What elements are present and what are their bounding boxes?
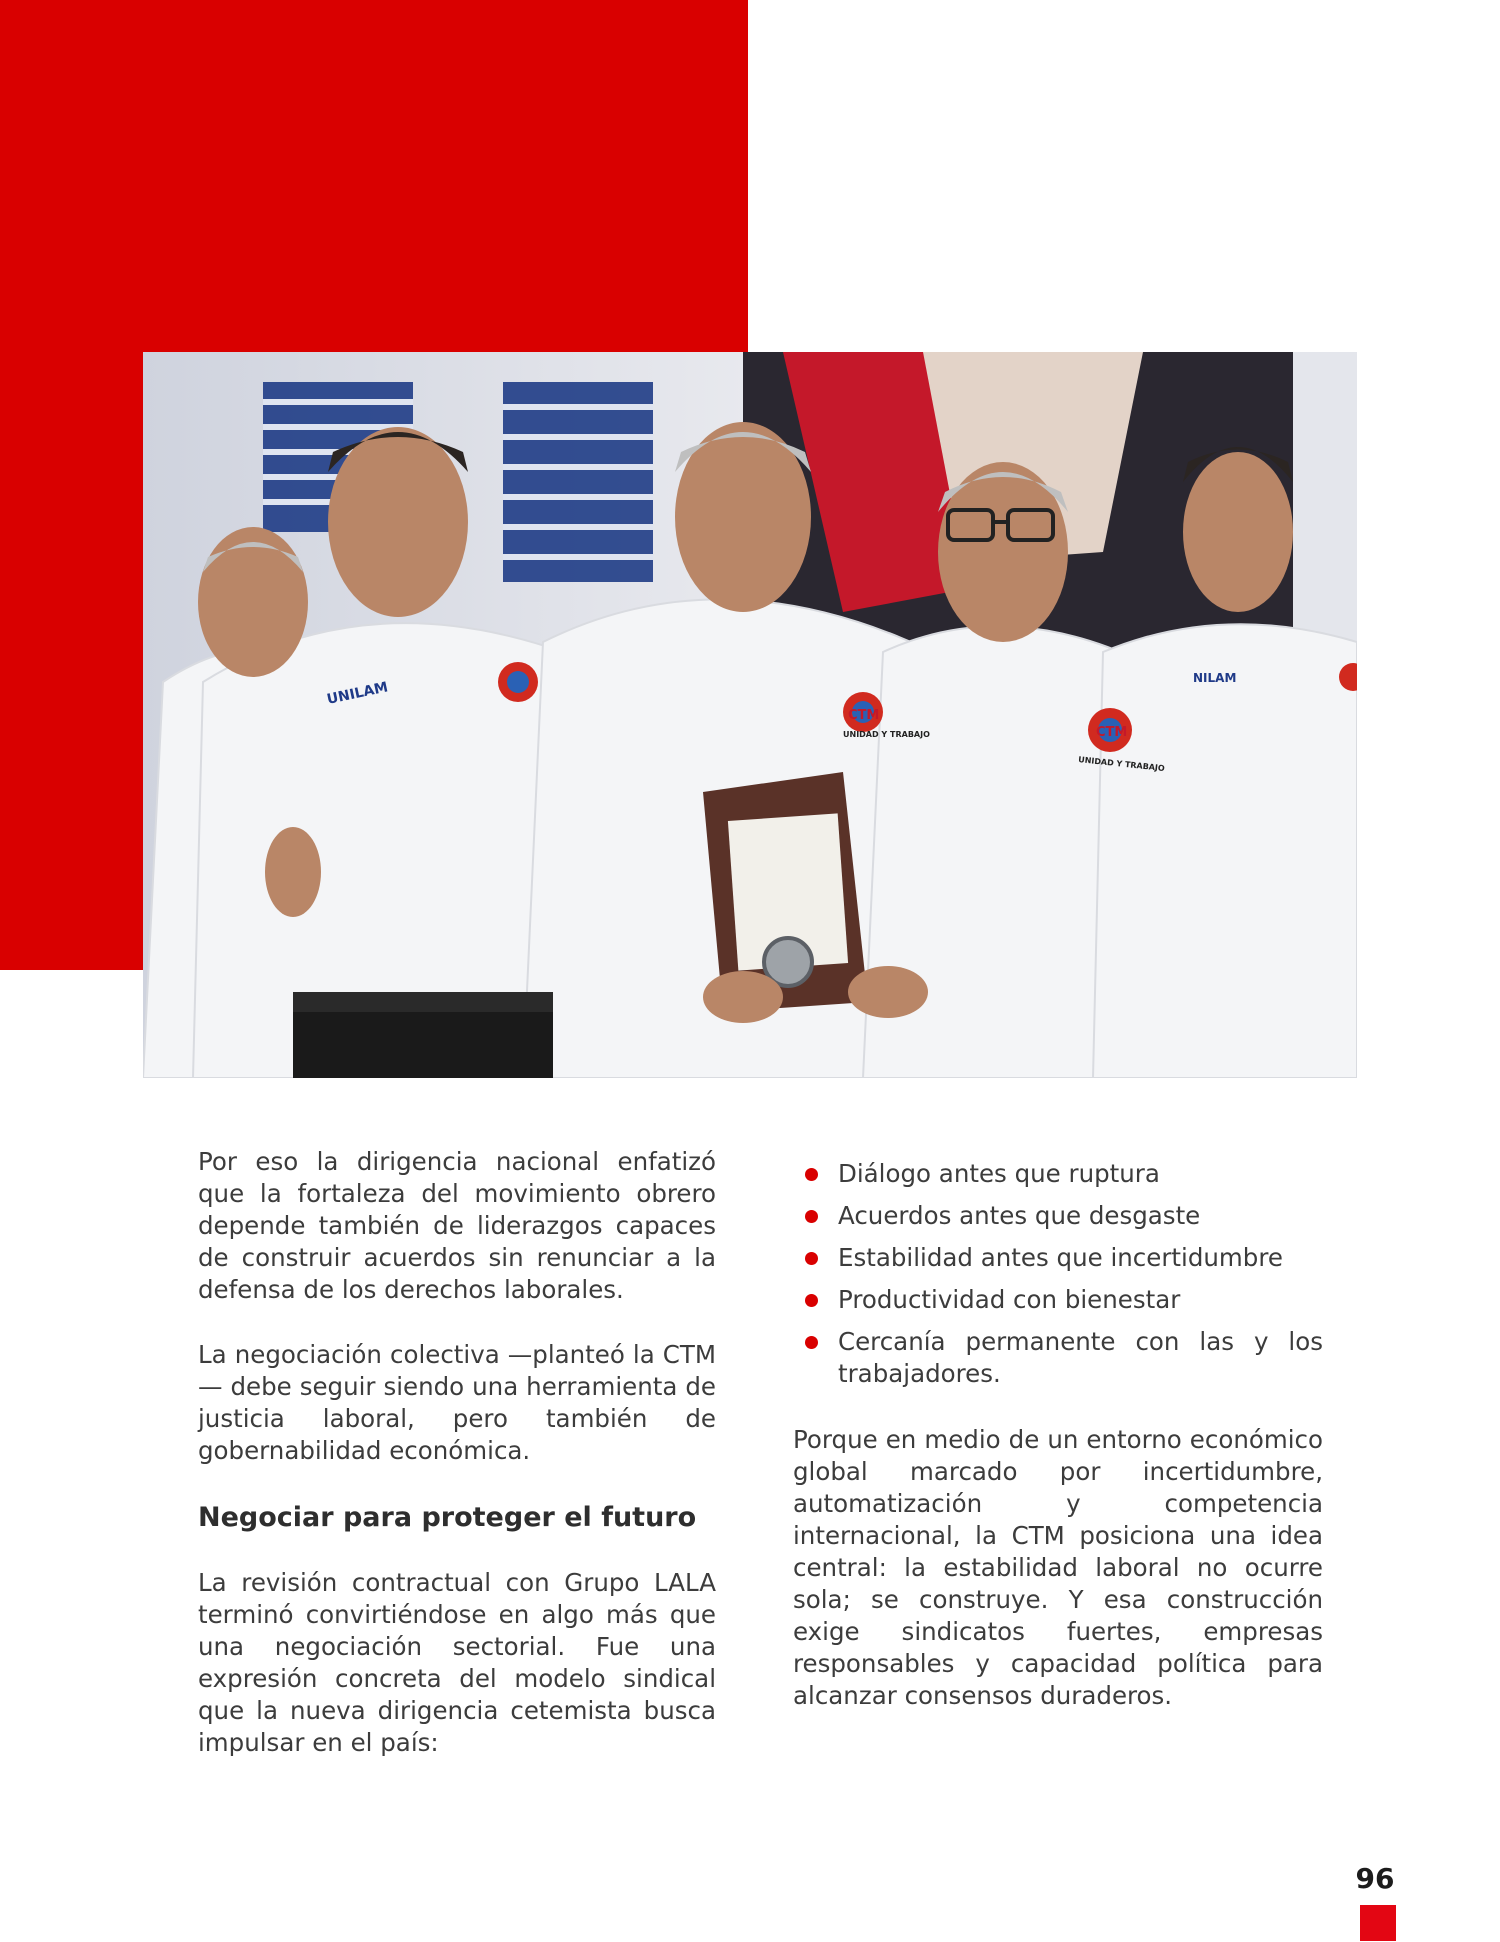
page-marker-square	[1360, 1905, 1396, 1941]
shirt-text-unidad-center: UNIDAD Y TRABAJO	[843, 730, 930, 739]
right-paragraph: Porque en medio de un entorno económico global marcado por incertidumbre, automatización y competencia internacional, la CTM posiciona una idea central: la estabilidad laboral no ocurre sola; se construye. Y esa construcción exige sindicatos fuertes, empresas responsables y capacidad política para alcanzar consensos duraderos.	[793, 1425, 1323, 1710]
bullet-dot-icon	[805, 1168, 818, 1181]
right-column	[793, 1158, 1323, 1712]
list-item	[793, 1200, 1323, 1232]
section-subheading: Negociar para proteger el futuro	[198, 1502, 697, 1533]
list-item	[793, 1242, 1323, 1274]
shirt-text-ctm-center: CTM	[848, 708, 880, 723]
bullet-dot-icon	[805, 1210, 818, 1223]
left-paragraph-3: La revisión contractual con Grupo LALA terminó convirtiéndose en algo más que una negociación sectorial. Fue una expresión concreta del modelo sindical que la nueva dirigencia cetemista busca impulsar en el país:	[198, 1568, 716, 1757]
list-item-text: Productividad con bienestar	[838, 1285, 1181, 1314]
shirt-text-unilam-right: NILAM	[1193, 671, 1237, 685]
bullet-dot-icon	[805, 1252, 818, 1265]
bullet-dot-icon	[805, 1336, 818, 1349]
bullet-dot-icon	[805, 1294, 818, 1307]
left-paragraph-1: Por eso la dirigencia nacional enfatizó que la fortaleza del movimiento obrero depende también de liderazgos capaces de construir acuerdos sin renunciar a la defensa de los derechos laborales.	[198, 1147, 716, 1304]
shirt-text-ctm-right: CTM	[1096, 725, 1128, 740]
list-item	[793, 1158, 1323, 1190]
page-number: 96	[1355, 1862, 1395, 1895]
group-photo	[143, 352, 1357, 1078]
list-item-text: Cercanía permanente con las y los trabajadores.	[838, 1327, 1323, 1388]
list-item	[793, 1284, 1323, 1316]
list-item-text: Estabilidad antes que incertidumbre	[838, 1243, 1283, 1272]
list-item-text: Diálogo antes que ruptura	[838, 1159, 1160, 1188]
list-item-text: Acuerdos antes que desgaste	[838, 1201, 1201, 1230]
left-paragraph-2: La negociación colectiva —planteó la CTM— debe seguir siendo una herramienta de justicia laboral, pero también de gobernabilidad económica.	[198, 1340, 716, 1465]
group-photo-icon	[143, 352, 1357, 1078]
list-item	[793, 1326, 1323, 1390]
left-column	[198, 1146, 716, 1759]
bullet-list	[793, 1158, 1323, 1390]
shirt-text-unilam-left: UNILAM	[325, 679, 390, 708]
shirt-text-unidad-right: UNIDAD Y TRABAJO	[1077, 755, 1166, 774]
